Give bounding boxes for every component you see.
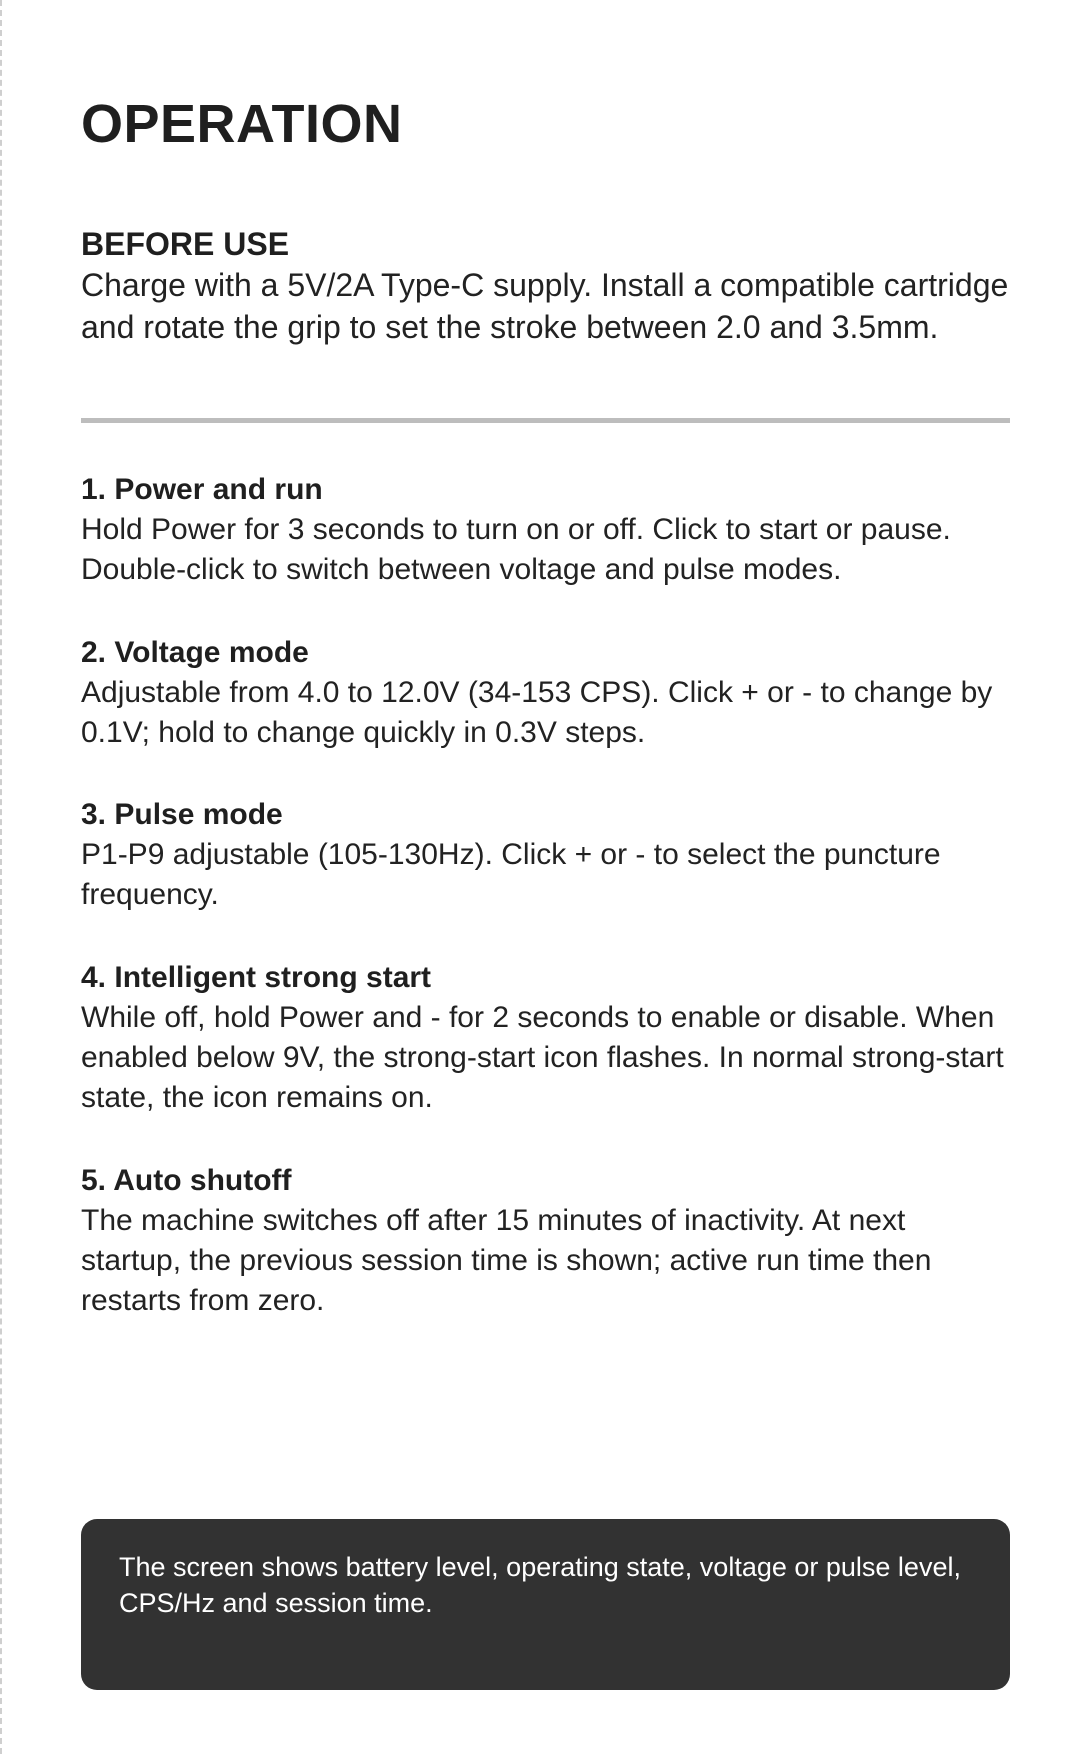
section-heading: 4. Intelligent strong start: [81, 961, 432, 994]
section-power-and-run: [81, 470, 1010, 590]
section-text: P1-P9 adjustable (105-130Hz). Click + or - to select the puncture frequency.: [81, 838, 941, 911]
page-edge: [0, 0, 2, 1754]
section-heading: 2. Voltage mode: [81, 636, 309, 669]
note-text: The screen shows battery level, operating state, voltage or pulse level, CPS/Hz and session time.: [119, 1552, 961, 1618]
before-use-heading: BEFORE USE: [81, 226, 290, 262]
section-heading: 3. Pulse mode: [81, 798, 283, 831]
section-intelligent-strong-start: [81, 958, 1010, 1118]
section-divider: [81, 418, 1010, 423]
section-text: The machine switches off after 15 minutes of inactivity. At next startup, the previous session time is shown; active run time then restarts from zero.: [81, 1204, 932, 1317]
before-use-block: [81, 224, 1010, 348]
section-pulse-mode: [81, 795, 1010, 915]
section-voltage-mode: [81, 633, 1010, 753]
section-heading: 5. Auto shutoff: [81, 1164, 292, 1197]
section-text: Hold Power for 3 seconds to turn on or off. Click to start or pause. Double-click to switch between voltage and pulse modes.: [81, 513, 951, 586]
section-heading: 1. Power and run: [81, 473, 323, 506]
section-auto-shutoff: [81, 1161, 1010, 1321]
section-text: While off, hold Power and - for 2 seconds to enable or disable. When enabled below 9V, the strong-start icon flashes. In normal strong-start state, the icon remains on.: [81, 1001, 1004, 1114]
section-text: Adjustable from 4.0 to 12.0V (34-153 CPS). Click + or - to change by 0.1V; hold to change quickly in 0.3V steps.: [81, 676, 993, 749]
before-use-text: Charge with a 5V/2A Type-C supply. Install a compatible cartridge and rotate the grip to set the stroke between 2.0 and 3.5mm.: [81, 267, 1009, 345]
page-title: OPERATION: [81, 94, 403, 154]
screen-info-note: [81, 1519, 1010, 1690]
